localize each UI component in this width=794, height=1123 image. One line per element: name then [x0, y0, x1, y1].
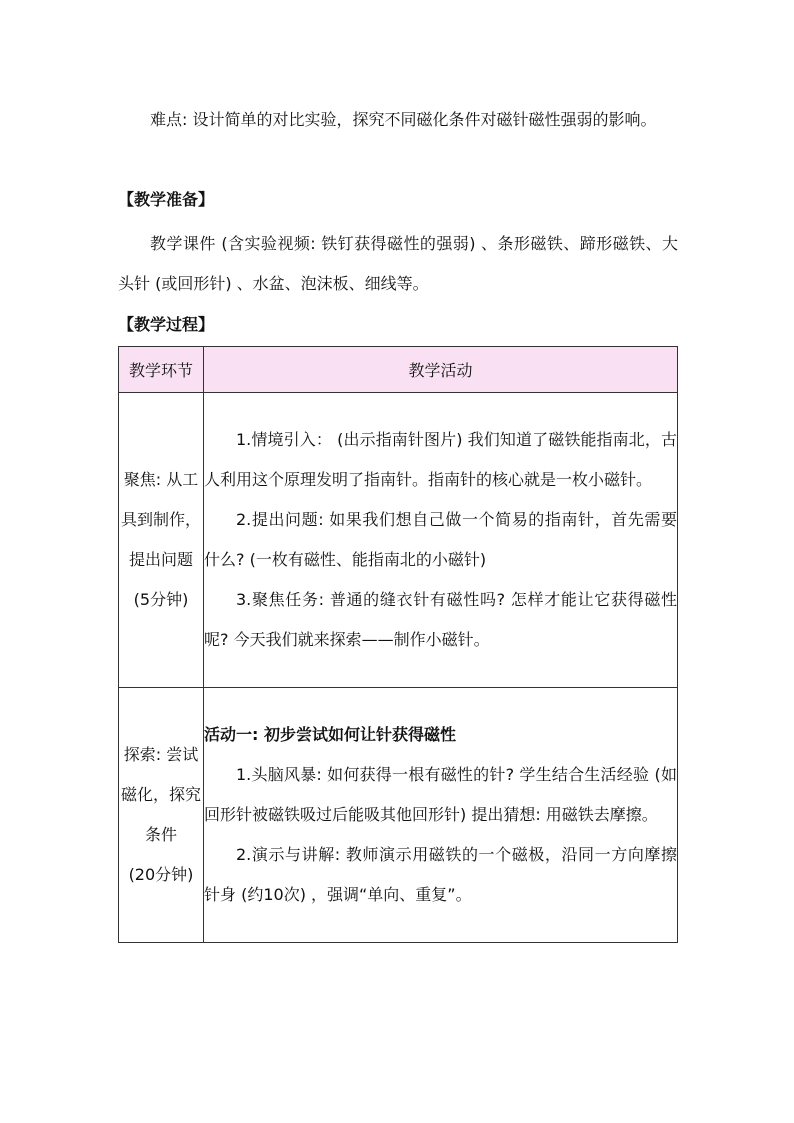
stage-name: 聚焦: 从工具到制作，提出问题 — [120, 470, 201, 569]
table-header-row — [119, 347, 678, 393]
process-heading: 【教学过程】 — [118, 315, 215, 334]
stage-duration: (20分钟) — [128, 865, 194, 884]
activity-title: 活动一: 初步尝试如何让针获得磁性 — [204, 725, 456, 744]
activity-cell — [204, 688, 678, 943]
lesson-table — [118, 346, 678, 943]
activity-item: 1.情境引入： (出示指南针图片) 我们知道了磁铁能指南北，古人利用这个原理发明了指南针。指南针的核心就是一枚小磁针。 — [204, 430, 677, 489]
activity-item: 2.演示与讲解: 教师演示用磁铁的一个磁极，沿同一方向摩擦针身 (约10次) ，强调“单向、重复”。 — [204, 845, 677, 904]
stage-name: 探索: 尝试磁化，探究条件 — [120, 745, 201, 844]
stage-cell — [119, 393, 204, 688]
prep-paragraph: 教学课件 (含实验视频: 铁钉获得磁性的强弱) 、条形磁铁、蹄形磁铁、大头针 (或回形针) 、水盆、泡沫板、细线等。 — [118, 234, 678, 293]
stage-column-header: 教学环节 — [119, 347, 204, 393]
difficulty-paragraph: 难点: 设计简单的对比实验，探究不同磁化条件对磁针磁性强弱的影响。 — [150, 110, 657, 129]
prep-heading: 【教学准备】 — [118, 190, 215, 209]
stage-cell — [119, 688, 204, 943]
activity-cell — [204, 393, 678, 688]
stage-duration: (5分钟) — [133, 590, 189, 609]
activity-item: 1.头脑风暴: 如何获得一根有磁性的针? 学生结合生活经验 (如回形针被磁铁吸过后能吸其他回形针) 提出猜想: 用磁铁去摩擦。 — [204, 765, 677, 824]
activity-item: 3.聚焦任务: 普通的缝衣针有磁性吗? 怎样才能让它获得磁性呢? 今天我们就来探索——制作小磁针。 — [204, 590, 677, 649]
activity-column-header: 教学活动 — [204, 347, 678, 393]
table-row — [119, 688, 678, 943]
activity-item: 2.提出问题: 如果我们想自己做一个简易的指南针，首先需要什么? (一枚有磁性、能指南北的小磁针) — [204, 510, 677, 569]
table-row — [119, 393, 678, 688]
